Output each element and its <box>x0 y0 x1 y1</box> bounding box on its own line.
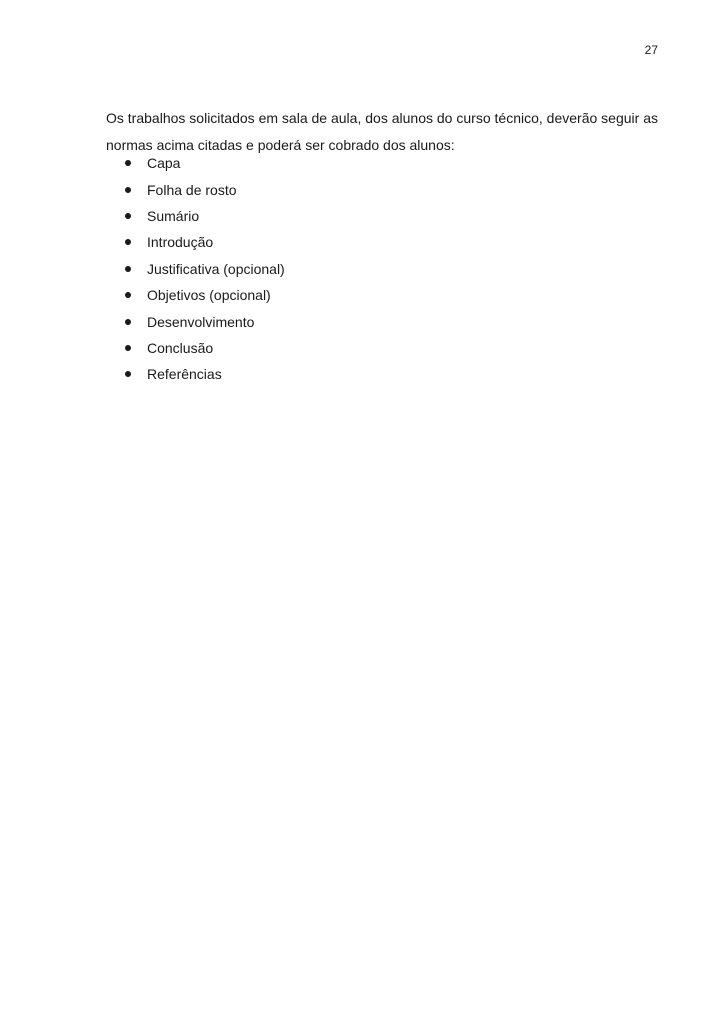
bullet-dot-icon <box>125 292 131 298</box>
list-item-label: Capa <box>147 155 181 172</box>
list-item-label: Objetivos (opcional) <box>147 287 271 304</box>
list-item <box>123 229 285 255</box>
bullet-dot-icon <box>125 160 131 166</box>
list-item-label: Justificativa (opcional) <box>147 260 285 277</box>
bullet-dot-icon <box>125 187 131 193</box>
body-paragraph: Os trabalhos solicitados em sala de aula, dos alunos do curso técnico, deverão seguir as normas acima citadas e poderá ser cobrado dos alunos: <box>106 110 658 153</box>
list-item <box>123 335 285 361</box>
bullet-dot-icon <box>125 345 131 351</box>
list-item <box>123 176 285 202</box>
list-item <box>123 256 285 282</box>
list-item-label: Introdução <box>147 234 214 251</box>
list-item-label: Folha de rosto <box>147 181 237 198</box>
required-sections-list <box>123 150 285 388</box>
list-item-label: Referências <box>147 366 222 383</box>
bullet-dot-icon <box>125 239 131 245</box>
list-item <box>123 282 285 308</box>
list-item <box>123 361 285 387</box>
bullet-dot-icon <box>125 266 131 272</box>
list-item-label: Sumário <box>147 207 200 224</box>
list-item <box>123 203 285 229</box>
page-number: 27 <box>644 43 658 57</box>
list-item <box>123 308 285 334</box>
list-item-label: Conclusão <box>147 339 214 356</box>
list-item-label: Desenvolvimento <box>147 313 255 330</box>
bullet-dot-icon <box>125 371 131 377</box>
bullet-dot-icon <box>125 213 131 219</box>
bullet-dot-icon <box>125 319 131 325</box>
list-item <box>123 150 285 176</box>
